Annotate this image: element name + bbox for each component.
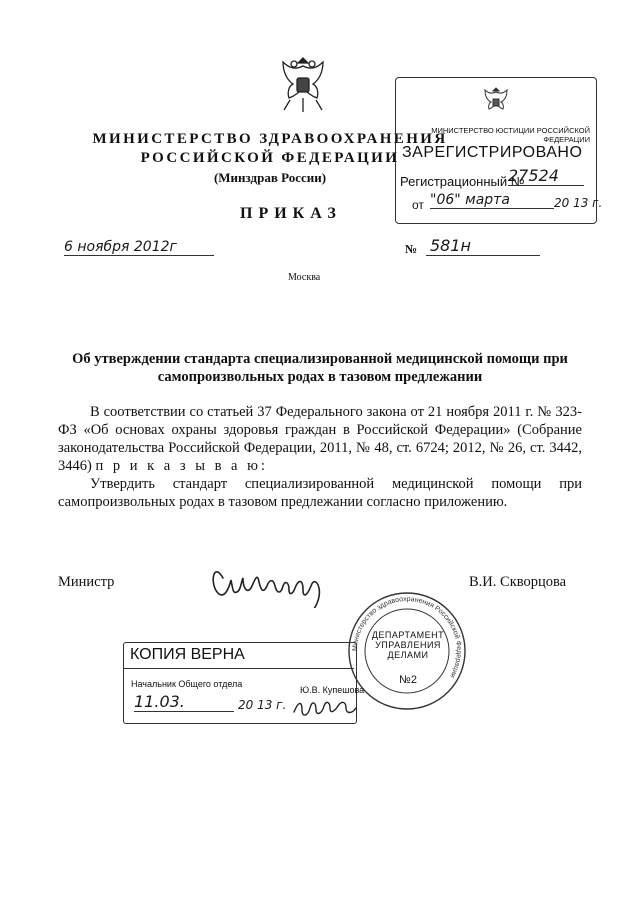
document-body [58,403,582,511]
document-title-line1: Об утверждении стандарта специализированной медицинской помощи при [72,351,568,367]
copy-stamp-date: 11.03. [134,692,234,712]
body-paragraph [58,403,582,475]
document-title-line2: самопроизвольных родах в тазовом предлежании [157,369,483,385]
seal-department-line3: ДЕЛАМИ [387,650,429,660]
registration-number-label: Регистрационный № [400,174,525,189]
copy-stamp-head-label: Начальник Общего отдела [131,679,243,689]
order-word: п р и к а з ы в а ю: [95,458,268,474]
copy-stamp-title: КОПИЯ ВЕРНА [130,646,245,663]
ministry-name-line1: МИНИСТЕРСТВО ЗДРАВООХРАНЕНИЯ [92,131,448,147]
stamp-emblem-icon [480,86,512,120]
order-number: 581н [426,236,540,256]
ministry-name-line2: РОССИЙСКОЙ ФЕДЕРАЦИИ [140,150,400,166]
seal-ring-text: Министерство здравоохранения Российской Федерации [351,595,463,679]
copy-stamp-signature [290,690,370,724]
order-title: ПРИКАЗ [240,205,342,222]
document-title [40,350,600,386]
coat-of-arms-icon [272,52,334,118]
ministry-short-name: (Минздрав России) [213,170,327,185]
seal-department-line1: ДЕПАРТАМЕНТ [371,630,445,640]
signatory-role: Министр [58,574,115,590]
registration-ministry: МИНИСТЕРСТВО ЮСТИЦИИ РОССИЙСКОЙ ФЕДЕРАЦИИ [431,126,590,144]
order-number-label: № [405,242,418,256]
copy-stamp-name: Ю.В. Купешова [300,685,365,695]
copy-stamp-divider [124,668,354,669]
registration-year: 20 13 г. [554,196,603,210]
city: Москва [288,272,321,283]
signatory-name: В.И. Скворцова [469,574,567,590]
seal-number: №2 [399,674,417,686]
copy-stamp-year: 20 13 г. [238,698,287,712]
registration-status: ЗАРЕГИСТРИРОВАНО [402,144,583,161]
order-date: 6 ноября 2012г [64,239,214,256]
body-paragraph: Утвердить стандарт специализированной медицинской помощи при самопроизвольных родах в тазовом предлежании согласно приложению. [58,476,582,510]
seal-department [366,630,450,660]
registration-date: "06" марта [430,192,554,209]
registration-number: 27524 [508,166,584,186]
registration-date-prefix: от [412,198,424,212]
seal-department-line2: УПРАВЛЕНИЯ [375,640,441,650]
paragraph-1-text: В соответствии со статьей 37 Федерального закона от 21 ноября 2011 г. № 323-ФЗ «Об основах охраны здоровья граждан в Российской Федерации» (Собрание законодательства Российской Федерации, 2011, № 48, ст. 6724; 2012, № 26, ст. 3442, 3446) [58,404,582,474]
